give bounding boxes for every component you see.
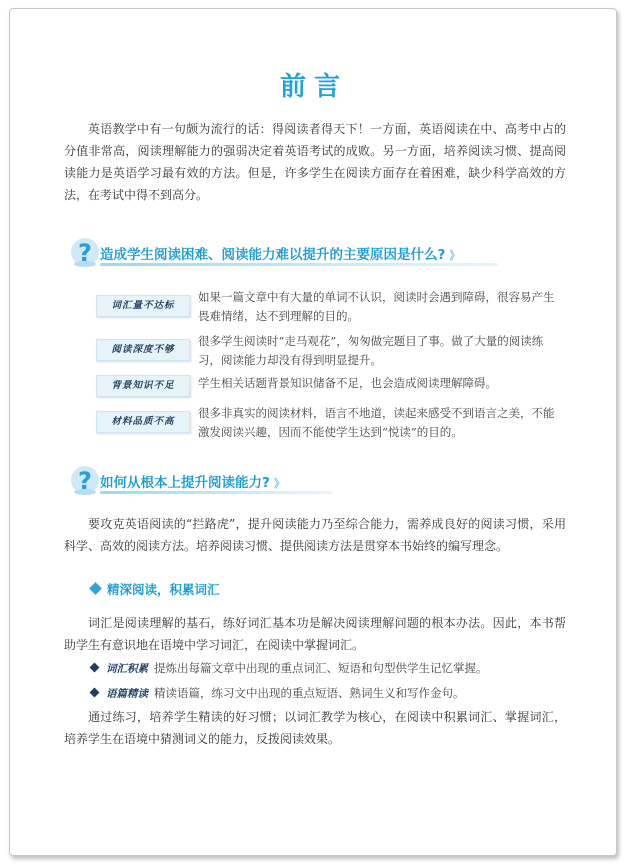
subheading xyxy=(91,580,220,598)
question-mark-icon xyxy=(70,463,104,497)
diamond-bullet-icon xyxy=(90,663,100,673)
reason-text: 很多非真实的阅读材料，语言不地道，读起来感受不到语言之美，不能激发阅读兴趣，因而不能使学生达到“悦读”的目的。 xyxy=(198,406,555,439)
reason-tag xyxy=(96,375,190,397)
chevron-icon: 》 xyxy=(273,477,285,490)
title-underline xyxy=(100,263,498,266)
reason-tag-label: 背景知识不足 xyxy=(111,380,175,391)
section-heading-causes xyxy=(70,235,570,269)
section-title xyxy=(100,471,285,491)
reason-tag xyxy=(96,295,190,317)
reason-text: 很多学生阅读时“走马观花”，匆匆做完题目了事。做了大量的阅读练习，阅读能力却没有得到明显提升。 xyxy=(198,334,544,367)
svg-text:?: ? xyxy=(78,239,92,267)
section-title-text: 造成学生阅读困难、阅读能力难以提升的主要原因是什么? xyxy=(100,247,446,263)
bullet-item xyxy=(91,660,488,676)
title-underline xyxy=(100,491,332,494)
chevron-icon: 》 xyxy=(449,249,461,262)
reason-tag xyxy=(96,339,190,361)
reason-tag xyxy=(96,411,190,433)
bullet-item xyxy=(91,685,465,701)
section-heading-methods xyxy=(70,463,570,497)
bullet-text: 精读语篇，练习文中出现的重点短语、熟词生义和写作金句。 xyxy=(154,686,465,700)
page-title: 前言 xyxy=(279,72,348,102)
closing-paragraph: 通过练习，培养学生精读的好习惯；以词汇教学为核心，在阅读中积累词汇、掌握词汇，培养学生在语境中猜测词义的能力，反拨阅读效果。 xyxy=(64,710,566,746)
section-title-text: 如何从根本上提升阅读能力? xyxy=(100,475,270,491)
svg-text:?: ? xyxy=(78,467,92,495)
reason-text: 如果一篇文章中有大量的单词不认识，阅读时会遇到障碍，很容易产生畏难情绪，达不到理解的目的。 xyxy=(198,290,555,323)
vocab-paragraph: 词汇是阅读理解的基石，练好词汇基本功是解决阅读理解问题的根本办法。因此，本书帮助学生有意识地在语境中学习词汇，在阅读中掌握词汇。 xyxy=(64,616,566,652)
reason-tag-label: 阅读深度不够 xyxy=(111,344,175,355)
bullet-text: 提炼出每篇文章中出现的重点词汇、短语和句型供学生记忆掌握。 xyxy=(154,661,488,675)
section-title xyxy=(100,243,460,263)
diamond-icon xyxy=(89,582,102,595)
reason-tag-label: 词汇量不达标 xyxy=(111,300,175,311)
intro-paragraph: 英语教学中有一句颇为流行的话：得阅读者得天下！一方面，英语阅读在中、高考中占的分值非常高，阅读理解能力的强弱决定着英语考试的成败。另一方面，培养阅读习惯、提高阅读能力是英语学习最有效的方法。但是，许多学生在阅读方面存在着困难，缺少科学高效的方法，在考试中得不到高分。 xyxy=(64,122,566,202)
diamond-bullet-icon xyxy=(90,688,100,698)
reason-text: 学生相关话题背景知识储备不足，也会造成阅读理解障碍。 xyxy=(198,376,497,390)
question-mark-icon xyxy=(70,235,104,269)
methods-paragraph: 要攻克英语阅读的“拦路虎”，提升阅读能力乃至综合能力，需养成良好的阅读习惯，采用科学、高效的阅读方法。培养阅读习惯、提供阅读方法是贯穿本书始终的编写理念。 xyxy=(64,517,566,553)
bullet-keyword: 词汇积累 xyxy=(106,663,148,675)
subheading-text: 精深阅读，积累词汇 xyxy=(107,582,220,597)
reason-tag-label: 材料品质不高 xyxy=(111,416,175,427)
bullet-keyword: 语篇精读 xyxy=(106,688,148,700)
